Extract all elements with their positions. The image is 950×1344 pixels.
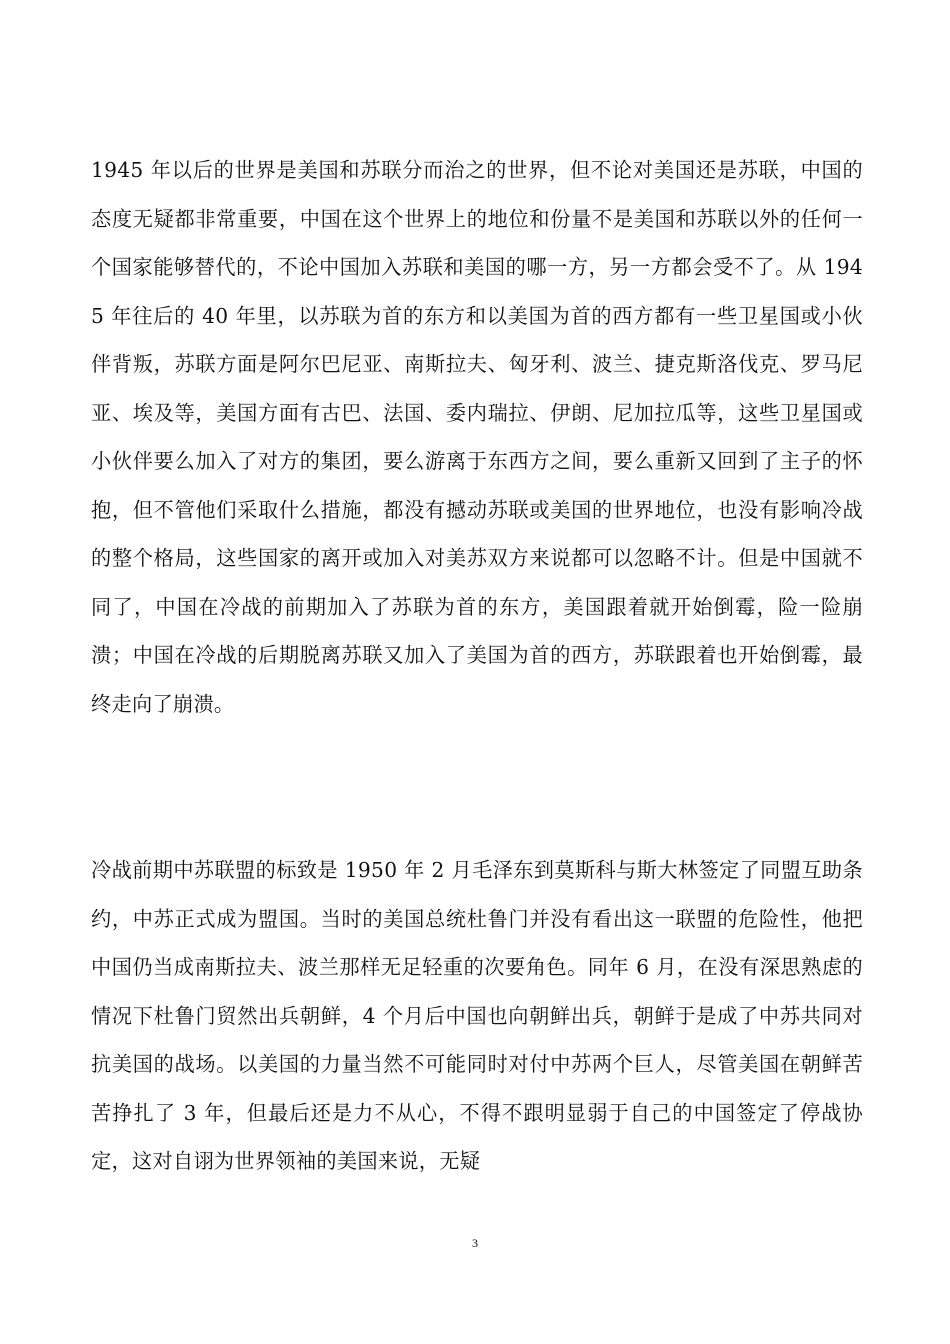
body-paragraph-2: 冷战前期中苏联盟的标致是 1950 年 2 月毛泽东到莫斯科与斯大林签定了同盟互助条约，中苏正式成为盟国。当时的美国总统杜鲁门并没有看出这一联盟的危险性，他把中国仍当成南斯拉夫、波兰那样无足轻重的次要角色。同年 6 月，在没有深思熟虑的情况下杜鲁门贸然出兵朝鲜，4 个月后中国也向朝鲜出兵，朝鲜于是成了中苏共同对抗美国的战场。以美国的力量当然不可能同时对付中苏两个巨人，尽管美国在朝鲜苦苦挣扎了 3 年，但最后还是力不从心，不得不跟明显弱于自己的中国签定了停战协定，这对自诩为世界领袖的美国来说，无疑 bbox=[91, 858, 863, 1173]
page-number: 3 bbox=[472, 1236, 478, 1250]
body-paragraph-1: 1945 年以后的世界是美国和苏联分而治之的世界，但不论对美国还是苏联，中国的态度无疑都非常重要，中国在这个世界上的地位和份量不是美国和苏联以外的任何一个国家能够替代的，不论中国加入苏联和美国的哪一方，另一方都会受不了。从 1945 年往后的 40 年里，以苏联为首的东方和以美国为首的西方都有一些卫星国或小伙伴背叛，苏联方面是阿尔巴尼亚、南斯拉夫、匈牙利、波兰、捷克斯洛伐克、罗马尼亚、埃及等，美国方面有古巴、法国、委内瑞拉、伊朗、尼加拉瓜等，这些卫星国或小伙伴要么加入了对方的集团，要么游离于东西方之间，要么重新又回到了主子的怀抱，但不管他们采取什么措施，都没有撼动苏联或美国的世界地位，也没有影响冷战的整个格局，这些国家的离开或加入对美苏双方来说都可以忽略不计。但是中国就不同了，中国在冷战的前期加入了苏联为首的东方，美国跟着就开始倒霉，险一险崩溃；中国在冷战的后期脱离苏联又加入了美国为首的西方，苏联跟着也开始倒霉，最终走向了崩溃。 bbox=[91, 158, 863, 716]
